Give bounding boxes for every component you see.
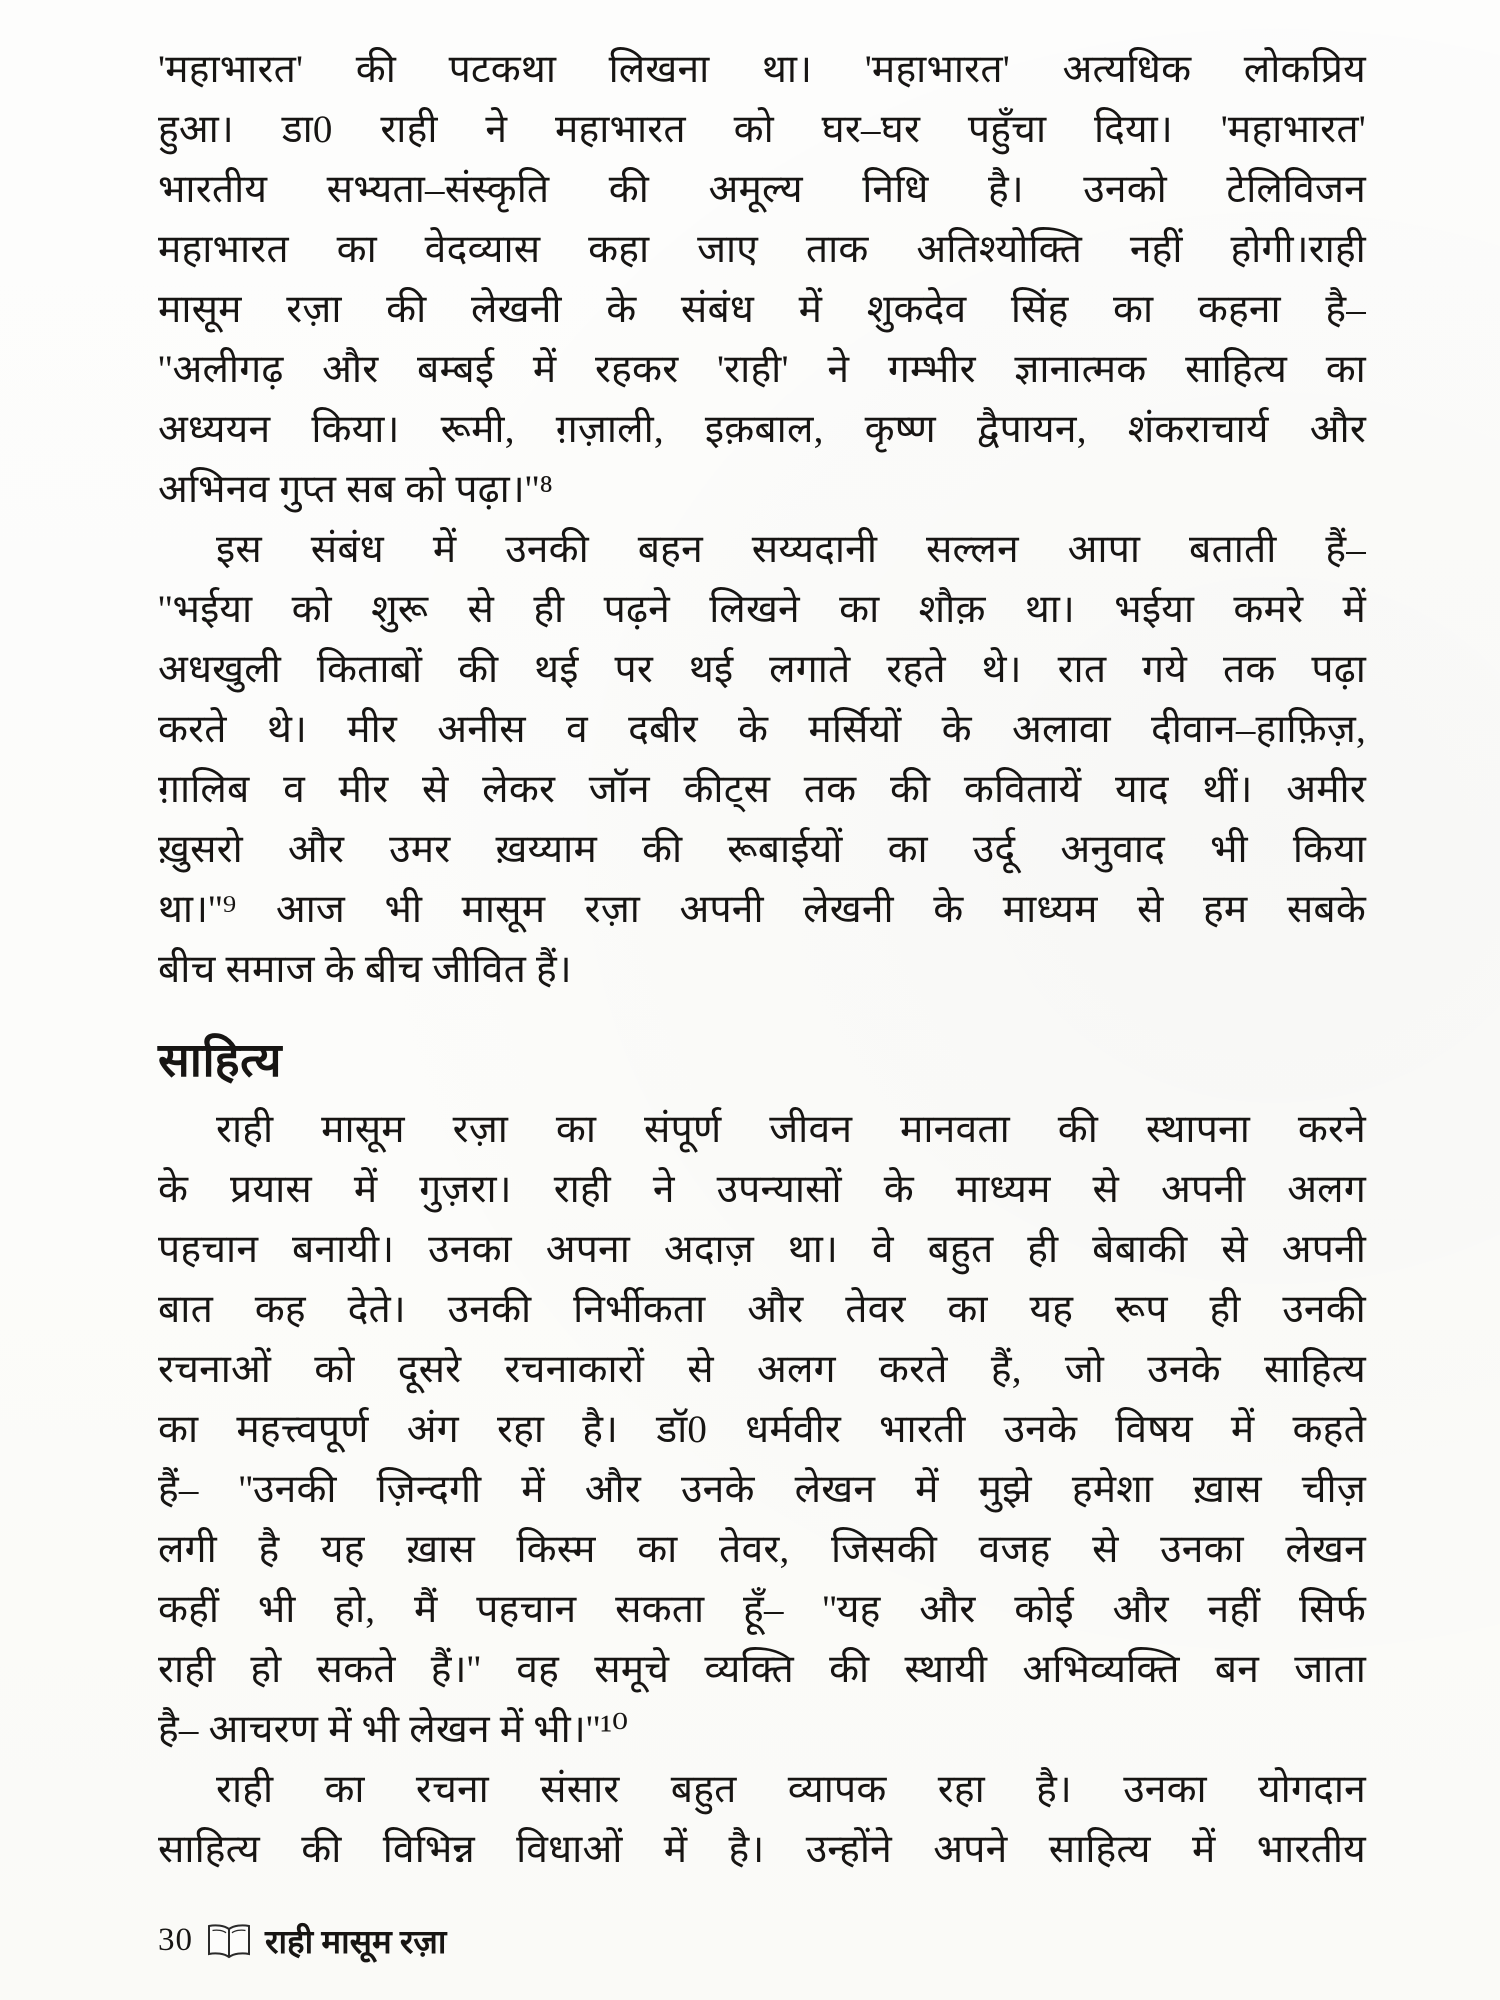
text-line: महाभारत का वेदव्यास कहा जाए ताक अतिश्योक्ति नहीं होगी।राही bbox=[158, 228, 1366, 271]
text-line: अभिनव गुप्त सब को पढ़ा।''⁸ bbox=[158, 468, 554, 511]
text-line: भारतीय सभ्यता–संस्कृति की अमूल्य निधि है। उनको टेलिविजन bbox=[158, 168, 1366, 211]
text-line: पहचान बनायी। उनका अपना अदाज़ था। वे बहुत ही बेबाकी से अपनी bbox=[158, 1228, 1366, 1271]
text-line: है– आचरण में भी लेखन में भी।''¹⁰ bbox=[158, 1708, 629, 1751]
text-line: ग़ालिब व मीर से लेकर जॉन कीट्स तक की कवितायें याद थीं। अमीर bbox=[158, 768, 1366, 811]
paragraph bbox=[158, 1760, 1366, 1880]
text-line: राही हो सकते हैं।'' वह समूचे व्यक्ति की स्थायी अभिव्यक्ति बन जाता bbox=[158, 1648, 1366, 1691]
text-line: ''अलीगढ़ और बम्बई में रहकर 'राही' ने गम्भीर ज्ञानात्मक साहित्य का bbox=[158, 348, 1366, 391]
text-line: था।''⁹ आज भी मासूम रज़ा अपनी लेखनी के माध्यम से हम सबके bbox=[158, 888, 1366, 931]
text-line: करते थे। मीर अनीस व दबीर के मर्सियों के अलावा दीवान–हाफ़िज़, bbox=[158, 708, 1366, 751]
text-line: राही का रचना संसार बहुत व्यापक रहा है। उनका योगदान bbox=[216, 1768, 1366, 1811]
text-line: मासूम रज़ा की लेखनी के संबंध में शुकदेव सिंह का कहना है– bbox=[158, 288, 1366, 331]
text-line: हैं– ''उनकी ज़िन्दगी में और उनके लेखन में मुझे हमेशा ख़ास चीज़ bbox=[158, 1468, 1366, 1511]
text-line: का महत्त्वपूर्ण अंग रहा है। डॉ0 धर्मवीर भारती उनके विषय में कहते bbox=[158, 1408, 1366, 1451]
text-line: बात कह देते। उनकी निर्भीकता और तेवर का यह रूप ही उनकी bbox=[158, 1288, 1366, 1331]
text-line: बीच समाज के बीच जीवित हैं। bbox=[158, 948, 572, 991]
text-line: अध्ययन किया। रूमी, ग़ज़ाली, इक़बाल, कृष्ण द्वैपायन, शंकराचार्य और bbox=[158, 408, 1366, 451]
text-line: ''भईया को शुरू से ही पढ़ने लिखने का शौक़ था। भईया कमरे में bbox=[158, 588, 1366, 631]
text-line: अधखुली किताबों की थई पर थई लगाते रहते थे। रात गये तक पढ़ा bbox=[158, 648, 1366, 691]
paragraph bbox=[158, 520, 1366, 1000]
text-line: के प्रयास में गुज़रा। राही ने उपन्यासों के माध्यम से अपनी अलग bbox=[158, 1168, 1366, 1211]
page-number: 30 bbox=[158, 1922, 193, 1958]
paragraph bbox=[158, 40, 1366, 520]
page-footer bbox=[158, 1918, 446, 1963]
text-line: इस संबंध में उनकी बहन सय्यदानी सल्लन आपा बताती हैं– bbox=[216, 528, 1366, 571]
text-line: रचनाओं को दूसरे रचनाकारों से अलग करते हैं, जो उनके साहित्य bbox=[158, 1348, 1366, 1391]
text-line: साहित्य की विभिन्न विधाओं में है। उन्होंने अपने साहित्य में भारतीय bbox=[158, 1828, 1366, 1871]
section-heading: साहित्य bbox=[158, 1035, 282, 1087]
text-line: लगी है यह ख़ास किस्म का तेवर, जिसकी वजह से उनका लेखन bbox=[158, 1528, 1366, 1571]
open-book-icon bbox=[206, 1923, 252, 1959]
text-line: 'महाभारत' की पटकथा लिखना था। 'महाभारत' अत्यधिक लोकप्रिय bbox=[158, 48, 1366, 91]
text-line: हुआ। डा0 राही ने महाभारत को घर–घर पहुँचा दिया। 'महाभारत' bbox=[158, 108, 1366, 151]
text-block bbox=[158, 40, 1366, 1880]
footer-book-title: राही मासूम रज़ा bbox=[265, 1925, 447, 1961]
text-line: राही मासूम रज़ा का संपूर्ण जीवन मानवता की स्थापना करने bbox=[216, 1108, 1366, 1151]
text-line: कहीं भी हो, मैं पहचान सकता हूँ– ''यह और कोई और नहीं सिर्फ bbox=[158, 1588, 1366, 1631]
text-line: ख़ुसरो और उमर ख़य्याम की रूबाईयों का उर्दू अनुवाद भी किया bbox=[158, 828, 1366, 871]
paragraph bbox=[158, 1100, 1366, 1760]
